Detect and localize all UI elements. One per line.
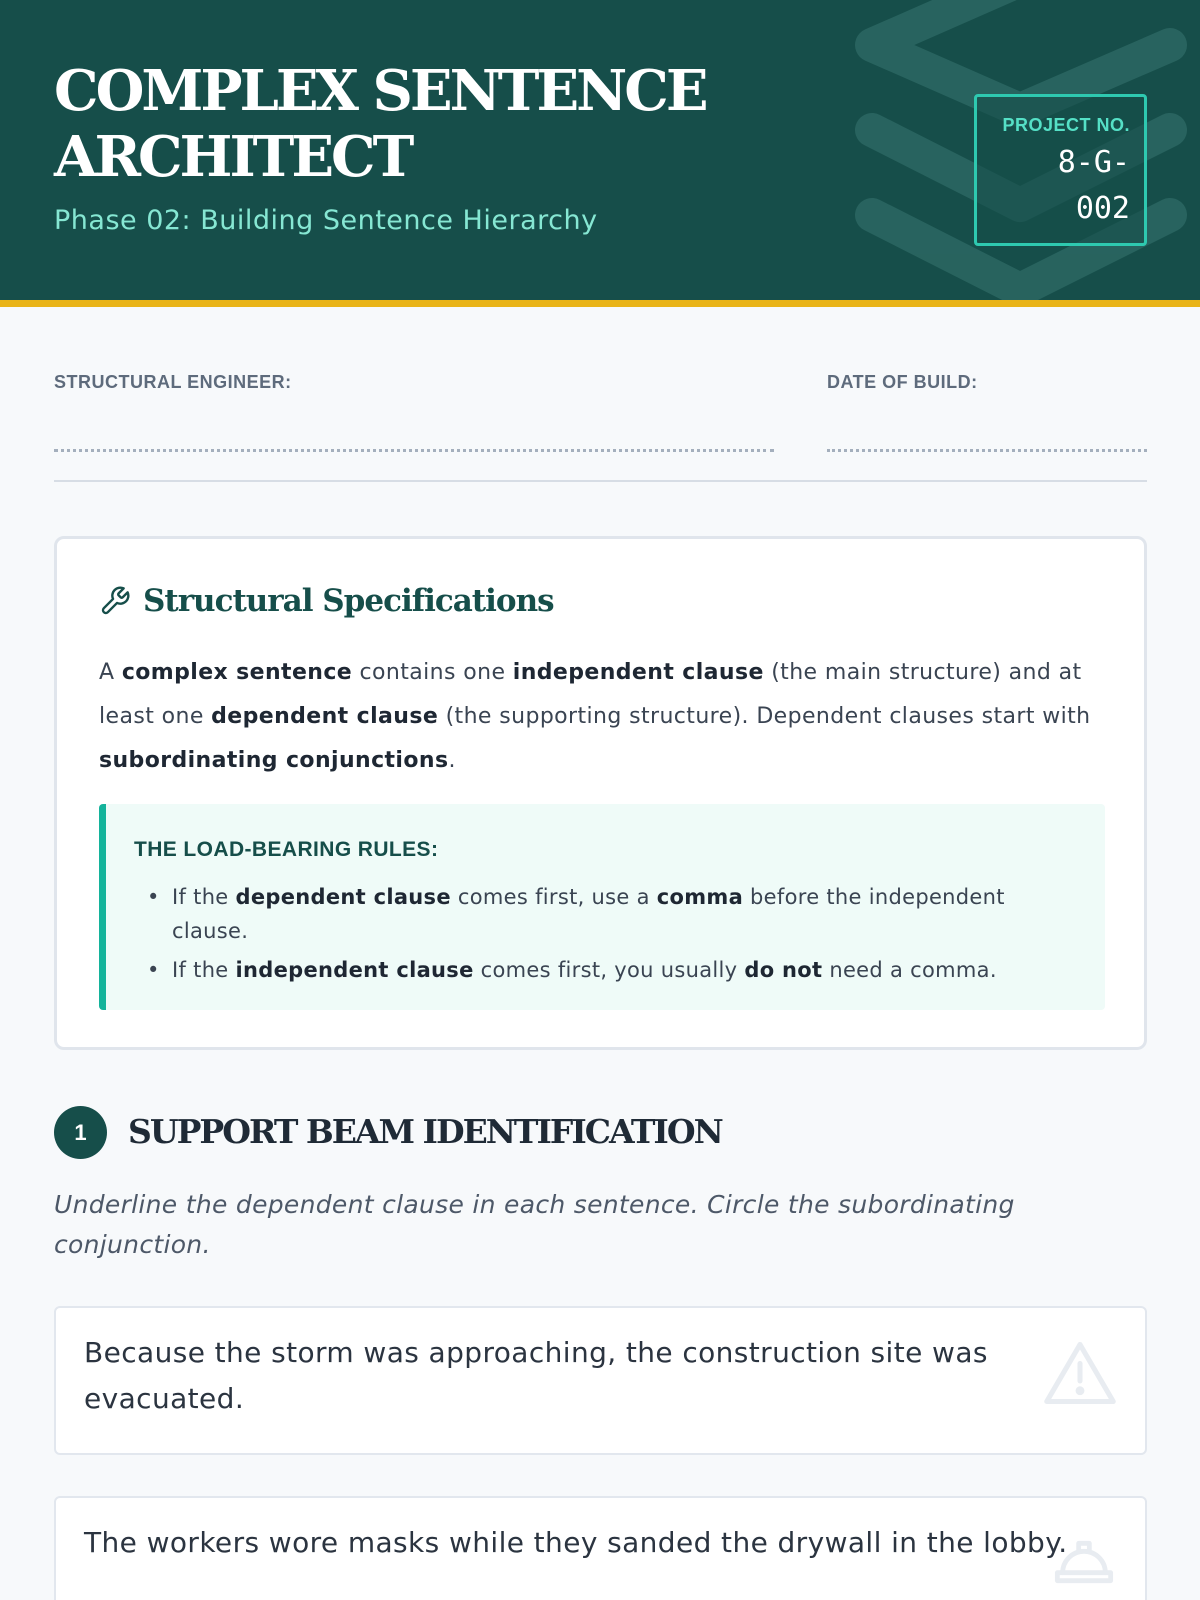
- project-number-box: [974, 94, 1147, 246]
- section-instructions: Underline the dependent clause in each sentence. Circle the subordinating conjunction.: [54, 1190, 1015, 1259]
- hard-hat-icon: [1052, 1532, 1116, 1592]
- spec-title: Structural Specifications: [143, 583, 554, 619]
- rules-callout: [99, 804, 1105, 1010]
- header-accent-stripe: [0, 300, 1200, 307]
- term-subordinating-conjunctions: subordinating conjunctions: [99, 748, 449, 773]
- divider: [54, 480, 1147, 482]
- page-title: [54, 58, 754, 190]
- date-field[interactable]: [827, 449, 1147, 452]
- term-independent-clause: independent clause: [512, 660, 764, 685]
- sentence-card[interactable]: [54, 1306, 1147, 1455]
- term-dependent-clause: dependent clause: [211, 704, 439, 729]
- title-line-2: ARCHITECT: [54, 124, 412, 190]
- rules-list: [139, 880, 1059, 992]
- engineer-field[interactable]: [54, 449, 774, 452]
- wrench-icon: [99, 585, 131, 617]
- date-label: DATE OF BUILD:: [827, 372, 978, 392]
- sentence-text: The workers wore masks while they sanded the drywall in the lobby.: [84, 1526, 1068, 1559]
- section-title: SUPPORT BEAM IDENTIFICATION: [128, 1112, 722, 1151]
- spec-paragraph: A complex sentence contains one independent clause (the main structure) and at least one dependent clause (the supporting structure). Dependent clauses start with subordinating conjunctions.: [99, 660, 1091, 773]
- term-complex-sentence: complex sentence: [121, 660, 353, 685]
- sentence-card[interactable]: [54, 1496, 1147, 1600]
- spec-card: [54, 536, 1147, 1050]
- rule-item: • If the dependent clause comes first, use a comma before the independent clause.: [139, 880, 1059, 948]
- warning-icon: [1042, 1338, 1118, 1408]
- spec-title-row: [99, 583, 554, 619]
- project-label: PROJECT NO.: [1002, 115, 1130, 135]
- page-subtitle: Phase 02: Building Sentence Hierarchy: [54, 205, 598, 236]
- title-line-1: COMPLEX SENTENCE: [54, 58, 706, 124]
- rules-title: THE LOAD-BEARING RULES:: [134, 838, 439, 861]
- sentence-text: Because the storm was approaching, the construction site was evacuated.: [84, 1336, 988, 1415]
- rule-item: • If the independent clause comes first, you usually do not need a comma.: [139, 953, 1059, 987]
- project-value: [977, 140, 1130, 232]
- step-number-badge: 1: [54, 1106, 107, 1159]
- engineer-label: STRUCTURAL ENGINEER:: [54, 372, 292, 392]
- project-value-line-1: 8-G-: [1057, 145, 1130, 180]
- header-banner: [0, 0, 1200, 300]
- project-value-line-2: 002: [1075, 191, 1130, 226]
